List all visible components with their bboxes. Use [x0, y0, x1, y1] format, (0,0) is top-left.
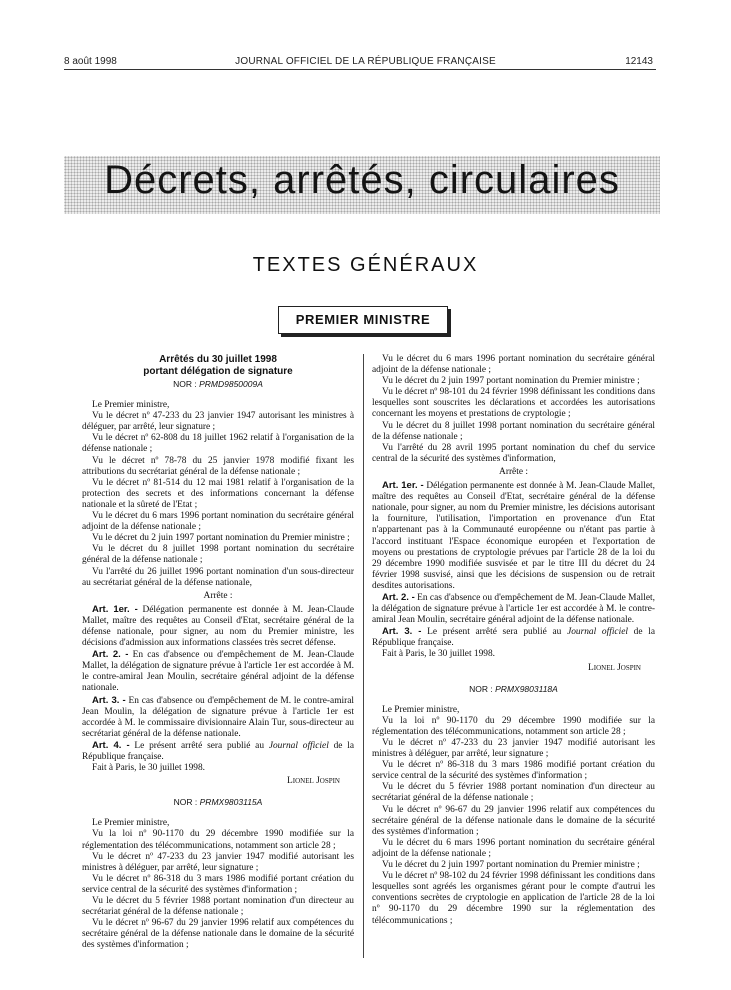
- paragraph: Vu le décret nº 96-67 du 29 janvier 1996 relatif aux compétences du secrétaire général de la défense nationale dans le domaine de la sécurité des systèmes d'information ;: [82, 918, 354, 951]
- category-banner: [64, 156, 660, 214]
- paragraph: Vu le décret du 5 février 1988 portant nomination d'un directeur au secrétariat général de la défense nationale ;: [372, 782, 655, 804]
- page-number: 12143: [625, 56, 653, 67]
- article-label: Art. 1er. -: [382, 480, 424, 492]
- paragraph: Vu le décret nº 62-808 du 18 juillet 1962 relatif à l'organisation de la défense nationale ;: [82, 433, 354, 455]
- nor-reference: [82, 379, 354, 390]
- paragraph: Vu le décret nº 47-233 du 23 janvier 1947 modifié autorisant les ministres à déléguer, par arrêté, leur signature ;: [82, 851, 354, 873]
- journal-ref: Journal officiel: [268, 740, 329, 751]
- place-date: Fait à Paris, le 30 juillet 1998.: [382, 649, 496, 660]
- paragraph: Vu la loi nº 90-1170 du 29 décembre 1990 modifiée sur la réglementation des télécommunications, notamment son article 28 ;: [372, 715, 655, 737]
- paragraph: Le Premier ministre,: [92, 400, 170, 411]
- arrete-label: Arrête :: [203, 590, 233, 601]
- paragraph: Vu le décret du 6 mars 1996 portant nomination du secrétaire général adjoint de la défense nationale ;: [372, 354, 655, 376]
- paragraph: Vu le décret du 2 juin 1997 portant nomination du Premier ministre ;: [92, 533, 350, 544]
- article: [82, 695, 354, 740]
- nor-label: NOR :: [469, 683, 496, 694]
- paragraph: Vu le décret nº 47-233 du 23 janvier 1947 modifié autorisant les ministres à déléguer, par arrêté, leur signature ;: [372, 738, 655, 760]
- paragraph: Vu le décret nº 96-67 du 29 janvier 1996 relatif aux compétences du secrétaire général de la défense nationale dans le domaine de la sécurité des systèmes d'information ;: [372, 804, 655, 837]
- nor-reference: [82, 797, 354, 808]
- article-label: Art. 3. -: [92, 694, 126, 706]
- left-column: [82, 354, 354, 952]
- journal-ref: Journal officiel: [567, 627, 628, 638]
- journal-title: JOURNAL OFFICIEL DE LA RÉPUBLIQUE FRANÇAISE: [235, 56, 496, 67]
- paragraph: Vu le décret du 6 mars 1996 portant nomination du secrétaire général adjoint de la défense nationale ;: [82, 511, 354, 533]
- right-column: [372, 354, 655, 927]
- article-label: Art. 3. -: [382, 626, 422, 638]
- paragraph: Vu la loi nº 90-1170 du 29 décembre 1990 modifiée sur la réglementation des télécommunications, notamment son article 28 ;: [82, 829, 354, 851]
- article-label: Art. 1er. -: [92, 603, 138, 615]
- signature: Lionel Jospin: [588, 662, 641, 673]
- article: [82, 604, 354, 649]
- nor-reference: [372, 684, 655, 695]
- page-header: [0, 56, 731, 70]
- paragraph: Vu le décret nº 86-318 du 3 mars 1986 modifié portant création du service central de la sécurité des systèmes d'information ;: [82, 873, 354, 895]
- article-label: Art. 4. -: [92, 739, 130, 751]
- banner-title: Décrets, arrêtés, circulaires: [104, 158, 620, 202]
- paragraph: Vu le décret du 6 mars 1996 portant nomination du secrétaire général adjoint de la défense nationale ;: [372, 837, 655, 859]
- nor-label: NOR :: [173, 379, 200, 389]
- nor-code: PRMD9850009A: [199, 379, 263, 389]
- paragraph: Le Premier ministre,: [92, 818, 170, 829]
- paragraph: Vu le décret du 8 juillet 1998 portant nomination du secrétaire général de la défense nationale ;: [372, 420, 655, 442]
- nor-label: NOR :: [173, 797, 200, 808]
- paragraph: Vu le décret nº 98-102 du 24 février 1998 définissant les conditions dans lesquelles sont agréés les organismes gérant pour le compte d'autrui les conventions secrètes de cryptologie en application de l'article 28 de la loi nº 90-1170 du 29 décembre 1990 sur la réglementation des télécommunications ;: [372, 871, 655, 926]
- paragraph: Vu le décret du 2 juin 1997 portant nomination du Premier ministre ;: [382, 860, 640, 871]
- place-date: Fait à Paris, le 30 juillet 1998.: [92, 763, 206, 774]
- article-text: En cas d'absence ou d'empêchement de M. le contre-amiral Jean Moulin, la délégation de signature prévue à l'article 1er est accordée à M. le commissaire divisionnaire Alain Tur, sous-directeur au secrétariat général de la défense nationale.: [82, 695, 354, 739]
- ministry-box: PREMIER MINISTRE: [278, 306, 448, 334]
- paragraph: Vu le décret nº 81-514 du 12 mai 1981 relatif à l'organisation de la protection des secrets et des informations concernant la défense nationale et la sûreté de l'Etat ;: [82, 477, 354, 510]
- paragraph: Vu le décret nº 78-78 du 25 janvier 1978 modifié fixant les attributions du secrétariat général de la défense nationale ;: [82, 455, 354, 477]
- article-label: Art. 2. -: [382, 591, 415, 603]
- paragraph: Vu le décret nº 86-318 du 3 mars 1986 modifié portant création du service central de la sécurité des systèmes d'information ;: [372, 760, 655, 782]
- paragraph: Vu le décret du 5 février 1988 portant nomination d'un directeur au secrétariat général de la défense nationale ;: [82, 896, 354, 918]
- paragraph: Le Premier ministre,: [382, 704, 460, 715]
- article-text: En cas d'absence ou d'empêchement de M. Jean-Claude Mallet, la délégation de signature prévue à l'article 1er est accordée à M. le contre-amiral Jean Moulin, secrétaire général adjoint de la défense nationale.: [82, 650, 354, 694]
- article: [372, 480, 655, 592]
- nor-code: PRMX9803118A: [495, 683, 558, 694]
- column-divider: [363, 354, 364, 958]
- article-text: En cas d'absence ou d'empêchement de M. Jean-Claude Mallet, la délégation de signature prévue à l'article 1er est accordée à M. le contre-amiral Jean Moulin, secrétaire général adjoint de la défense nationale.: [372, 592, 655, 626]
- paragraph: Vu l'arrêté du 26 juillet 1996 portant nomination d'un sous-directeur au secrétariat général de la défense nationale,: [82, 566, 354, 588]
- header-rule: [64, 69, 656, 70]
- issue-date: 8 août 1998: [64, 56, 117, 67]
- article-label: Art. 2. -: [92, 649, 129, 661]
- decree-title: Arrêtés du 30 juillet 1998: [159, 354, 277, 365]
- article: Art. 3. - Le présent arrêté sera publié au Journal officiel de la République française.: [372, 626, 655, 649]
- paragraph: Vu le décret du 2 juin 1997 portant nomination du Premier ministre ;: [382, 376, 640, 387]
- article-text: Délégation permanente est donnée à M. Jean-Claude Mallet, maître des requêtes au Conseil d'Etat, secrétaire général de la défense nationale, pour signer, au nom du Premier ministre, les décisions d'admission aux informations classées très secret défense.: [82, 604, 354, 649]
- signature: Lionel Jospin: [287, 776, 340, 787]
- paragraph: Vu le décret nº 98-101 du 24 février 1998 définissant les conditions dans lesquelles sont souscrites les déclarations et accordées les autorisations concernant les moyens et prestations de cryptologie ;: [372, 387, 655, 420]
- section-title: TEXTES GÉNÉRAUX: [252, 254, 479, 276]
- article-text: Délégation permanente est donnée à M. Jean-Claude Mallet, maître des requêtes au Conseil d'Etat, secrétaire général de la défense nationale, pour signer, au nom du Premier ministre, les décisions autorisant la fourniture, l'utilisation, l'importation en provenance d'un Etat n'appartenant pas à la Communauté européenne ou n'étant pas partie à l'accord instituant l'Espace économique européen et l'exportation de moyens ou prestations de cryptologie prévues par l'article 28 de la loi du 29 décembre 1990 modifiée susvisée et par le titre III du décret du 24 février 1998 susvisé, ainsi que les décisions de suspension ou de retrait desdites autorisations.: [372, 481, 655, 591]
- paragraph: Vu le décret du 8 juillet 1998 portant nomination du secrétaire général de la défense nationale ;: [82, 544, 354, 566]
- arrete-label: Arrête :: [499, 466, 528, 477]
- article: [82, 649, 354, 694]
- paragraph: Vu l'arrêté du 28 avril 1995 portant nomination du chef du service central de la sécurité des systèmes d'information,: [372, 442, 655, 464]
- nor-code: PRMX9803115A: [199, 797, 263, 808]
- article: [372, 592, 655, 626]
- article: Art. 4. - Le présent arrêté sera publié au Journal officiel de la République française.: [82, 739, 355, 762]
- paragraph: Vu le décret nº 47-233 du 23 janvier 1947 autorisant les ministres à déléguer, par arrêté, leur signature ;: [82, 411, 354, 433]
- decree-subtitle: portant délégation de signature: [143, 365, 293, 377]
